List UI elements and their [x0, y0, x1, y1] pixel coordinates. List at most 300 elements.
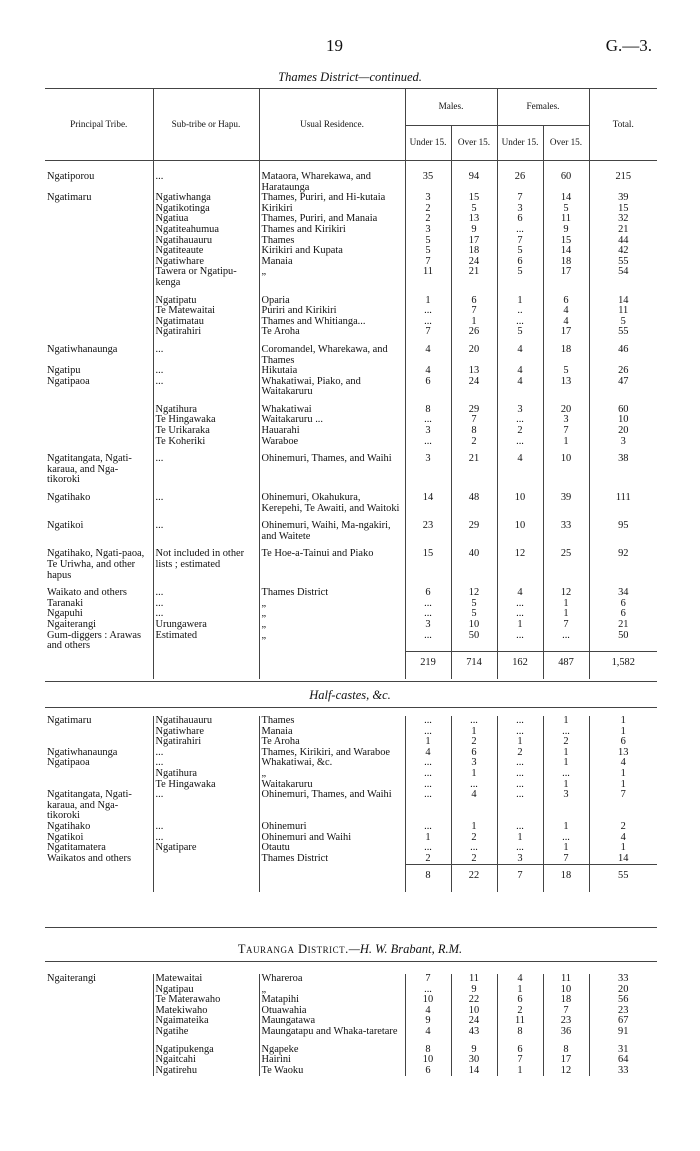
thames-males-over-15-cell: 7 — [451, 306, 497, 317]
thames-subtribe-cell: Ngatiteaute — [153, 246, 259, 257]
half-caste-females-under-15-cell: ... — [497, 822, 543, 833]
half-caste-females-under-15-cell: ... — [497, 716, 543, 727]
half-caste-row — [45, 790, 657, 822]
half-caste-females-over-15-cell: 7 — [543, 854, 589, 865]
thames-females-under-15-cell: 4 — [497, 447, 543, 486]
half-total-males-over: 22 — [451, 865, 497, 892]
half-caste-residence-cell: Te Aroha — [259, 737, 405, 748]
thames-total-cell: 21 — [589, 620, 657, 631]
thames-row — [45, 581, 657, 599]
thames-residence-cell: Te Aroha — [259, 327, 405, 338]
thames-total-cell: 55 — [589, 257, 657, 268]
thames-males-over-15-cell: 9 — [451, 225, 497, 236]
thames-females-under-15-cell: ... — [497, 317, 543, 328]
thames-tribe-cell: Ngatihako, Ngati-paoa, Te Uriwha, and other hapus — [47, 548, 145, 581]
thames-males-over-15-cell: 24 — [451, 377, 497, 398]
thames-males-under-15-cell: 23 — [405, 514, 451, 542]
thames-residence-cell: Hauarahi — [259, 426, 405, 437]
tauranga-females-over-15-cell: 17 — [543, 1055, 589, 1066]
thames-row — [45, 514, 657, 542]
thames-total-cell: 3 — [589, 437, 657, 448]
thames-subtribe-cell: ... — [153, 338, 259, 366]
half-caste-females-over-15-cell: 1 — [543, 748, 589, 759]
thames-total-cell: 55 — [589, 327, 657, 338]
thames-residence-cell: Thames, Puriri, and Manaia — [259, 214, 405, 225]
thames-females-under-15-cell: 2 — [497, 426, 543, 437]
tauranga-residence-cell: „ — [259, 985, 405, 996]
thames-tribe-cell — [45, 214, 153, 225]
thames-subtribe-cell: Te Hingawaka — [153, 415, 259, 426]
thames-males-over-15-cell: 12 — [451, 581, 497, 599]
thames-total-cell: 50 — [589, 631, 657, 652]
thames-females-under-15-cell: 1 — [497, 289, 543, 307]
tauranga-males-under-15-cell: 10 — [405, 1055, 451, 1066]
tauranga-males-over-15-cell: 14 — [451, 1066, 497, 1077]
tauranga-total-cell: 56 — [589, 995, 657, 1006]
half-caste-tribe-cell: Ngatiwhanaunga — [47, 746, 118, 758]
half-caste-females-over-15-cell: 1 — [543, 780, 589, 791]
thames-males-over-15-cell: 5 — [451, 599, 497, 610]
thames-residence-cell: Whakatiwai, Piako, and Waitakaruru — [259, 377, 405, 398]
half-caste-subtribe-cell — [153, 854, 259, 865]
thames-males-under-15-cell: 6 — [405, 377, 451, 398]
thames-females-under-15-cell: 6 — [497, 257, 543, 268]
thames-tribe-cell — [45, 327, 153, 338]
thames-males-under-15-cell: 1 — [405, 289, 451, 307]
half-caste-females-under-15-cell: ... — [497, 843, 543, 854]
thames-females-under-15-cell: 5 — [497, 327, 543, 338]
thames-tribe-cell: Ngatipu — [47, 365, 81, 377]
thames-row — [45, 398, 657, 416]
tauranga-subtribe-cell: Matewaitai — [153, 974, 259, 985]
thames-females-under-15-cell: 1 — [497, 620, 543, 631]
tauranga-tribe-cell — [45, 985, 153, 996]
tauranga-total-cell: 23 — [589, 1006, 657, 1017]
thames-females-under-15-cell: 7 — [497, 193, 543, 204]
half-caste-males-over-15-cell: 2 — [451, 833, 497, 844]
thames-subtribe-cell: Tawera or Ngatipu-kenga — [153, 267, 259, 288]
half-total-females-over: 18 — [543, 865, 589, 892]
tauranga-females-over-15-cell: 7 — [543, 1006, 589, 1017]
thames-tribe-cell — [45, 267, 153, 288]
thames-total-males-under: 219 — [405, 652, 451, 679]
half-caste-subtribe-cell: Ngatiwhare — [153, 727, 259, 738]
thames-males-under-15-cell: ... — [405, 609, 451, 620]
thames-residence-cell: Kirikiri — [259, 204, 405, 215]
tauranga-total-cell: 91 — [589, 1027, 657, 1038]
tauranga-residence-cell: Whareroa — [259, 974, 405, 985]
thames-residence-cell: Thames — [259, 236, 405, 247]
thames-males-over-15-cell: 17 — [451, 236, 497, 247]
tauranga-males-under-15-cell: 4 — [405, 1027, 451, 1038]
thames-females-over-15-cell: 25 — [543, 542, 589, 581]
thames-males-under-15-cell: ... — [405, 631, 451, 652]
thames-subtribe-cell: Ngatipatu — [153, 289, 259, 307]
thames-females-over-15-cell: 11 — [543, 214, 589, 225]
thames-females-under-15-cell: 10 — [497, 514, 543, 542]
thames-tribe-cell — [45, 289, 153, 307]
thames-residence-cell: Thames, Puriri, and Hi-kutaia — [259, 193, 405, 204]
thames-row — [45, 225, 657, 236]
thames-males-over-15-cell: 5 — [451, 609, 497, 620]
header-total: Total. — [589, 89, 657, 160]
thames-residence-cell: Ohinemuri, Thames, and Waihi — [259, 447, 405, 486]
thames-subtribe-cell: Te Matewaitai — [153, 306, 259, 317]
half-caste-total-cell: 7 — [589, 790, 657, 822]
tauranga-subtribe-cell: Ngatirehu — [153, 1066, 259, 1077]
thames-females-over-15-cell: 14 — [543, 246, 589, 257]
thames-total-cell: 26 — [589, 366, 657, 377]
thames-females-under-15-cell: ... — [497, 225, 543, 236]
thames-subtribe-cell: ... — [153, 609, 259, 620]
thames-total-males-over: 714 — [451, 652, 497, 679]
thames-tribe-cell — [45, 236, 153, 247]
thames-subtribe-cell: ... — [153, 172, 259, 193]
half-total-females-under: 7 — [497, 865, 543, 892]
thames-males-over-15-cell: 26 — [451, 327, 497, 338]
half-caste-males-over-15-cell: ... — [451, 780, 497, 791]
half-caste-tribe-cell — [45, 769, 153, 780]
thames-subtribe-cell: Ngatimatau — [153, 317, 259, 328]
tauranga-subtribe-cell: Ngatipukenga — [153, 1038, 259, 1056]
half-caste-subtribe-cell: Ngatihura — [153, 769, 259, 780]
thames-residence-cell: „ — [259, 609, 405, 620]
thames-row — [45, 447, 657, 486]
half-caste-tribe-cell — [45, 727, 153, 738]
tauranga-males-under-15-cell: 4 — [405, 1006, 451, 1017]
half-caste-subtribe-cell: Te Hingawaka — [153, 780, 259, 791]
thames-subtribe-cell: Ngatiua — [153, 214, 259, 225]
tauranga-table — [45, 974, 657, 1076]
half-caste-residence-cell: Otautu — [259, 843, 405, 854]
thames-males-under-15-cell: 35 — [405, 172, 451, 193]
thames-females-over-15-cell: 14 — [543, 193, 589, 204]
thames-residence-cell: Waitakaruru ... — [259, 415, 405, 426]
thames-total-cell: 95 — [589, 514, 657, 542]
thames-total-cell: 11 — [589, 306, 657, 317]
thames-subtribe-cell: Ngatihauauru — [153, 236, 259, 247]
tauranga-females-under-15-cell: 2 — [497, 1006, 543, 1017]
thames-residence-cell: „ — [259, 267, 405, 288]
half-caste-residence-cell: Manaia — [259, 727, 405, 738]
thames-total-cell: 10 — [589, 415, 657, 426]
thames-females-over-15-cell: 1 — [543, 437, 589, 448]
half-castes-total-row — [45, 865, 657, 892]
thames-females-over-15-cell: 17 — [543, 327, 589, 338]
tauranga-residence-cell: Matapihi — [259, 995, 405, 1006]
thames-total-cell: 92 — [589, 542, 657, 581]
half-caste-females-under-15-cell: 3 — [497, 854, 543, 865]
page-number: 19 — [326, 36, 343, 55]
thames-males-over-15-cell: 40 — [451, 542, 497, 581]
half-caste-females-under-15-cell: 2 — [497, 748, 543, 759]
thames-total-cell: 54 — [589, 267, 657, 288]
thames-residence-cell: Thames District — [259, 581, 405, 599]
half-caste-tribe-cell: Ngatikoi — [47, 831, 84, 843]
thames-females-over-15-cell: 3 — [543, 415, 589, 426]
thames-males-under-15-cell: 5 — [405, 236, 451, 247]
thames-females-over-15-cell: 17 — [543, 267, 589, 288]
half-caste-females-over-15-cell: 2 — [543, 737, 589, 748]
thames-residence-cell: Puriri and Kirikiri — [259, 306, 405, 317]
thames-total-cell: 15 — [589, 204, 657, 215]
half-caste-males-under-15-cell: ... — [405, 790, 451, 822]
half-caste-males-over-15-cell: 2 — [451, 854, 497, 865]
thames-males-under-15-cell: ... — [405, 415, 451, 426]
thames-males-over-15-cell: 13 — [451, 366, 497, 377]
half-caste-females-over-15-cell: 3 — [543, 790, 589, 822]
tauranga-males-under-15-cell: 10 — [405, 995, 451, 1006]
thames-subtribe-cell: Te Urikaraka — [153, 426, 259, 437]
thames-females-under-15-cell: 4 — [497, 581, 543, 599]
half-caste-subtribe-cell: Ngatirahiri — [153, 737, 259, 748]
thames-females-under-15-cell: 7 — [497, 236, 543, 247]
tauranga-females-under-15-cell: 6 — [497, 995, 543, 1006]
half-caste-females-over-15-cell: 1 — [543, 843, 589, 854]
thames-row — [45, 338, 657, 366]
tauranga-tribe-cell: Ngaiterangi — [47, 973, 97, 984]
thames-total-cell: 39 — [589, 193, 657, 204]
thames-males-under-15-cell: 8 — [405, 398, 451, 416]
thames-subtribe-cell: ... — [153, 514, 259, 542]
thames-females-over-15-cell: 5 — [543, 366, 589, 377]
thames-residence-cell: Te Hoe-a-Tainui and Piako — [259, 542, 405, 581]
half-castes-table — [45, 716, 657, 892]
thames-tribe-cell: Taranaki — [47, 597, 84, 609]
thames-males-under-15-cell: ... — [405, 306, 451, 317]
thames-tribe-cell: Gum-diggers : Arawas and others — [47, 629, 142, 652]
half-caste-males-under-15-cell: ... — [405, 843, 451, 854]
half-caste-tribe-cell: Ngatihako — [47, 820, 91, 832]
half-caste-females-over-15-cell: 1 — [543, 822, 589, 833]
thames-total-cell: 60 — [589, 398, 657, 416]
tauranga-males-under-15-cell: 7 — [405, 974, 451, 985]
thames-total-cell: 111 — [589, 486, 657, 514]
thames-males-under-15-cell: 7 — [405, 327, 451, 338]
thames-males-under-15-cell: 2 — [405, 214, 451, 225]
tauranga-males-over-15-cell: 11 — [451, 974, 497, 985]
tauranga-females-over-15-cell: 36 — [543, 1027, 589, 1038]
thames-females-over-15-cell: 5 — [543, 204, 589, 215]
thames-tribe-cell: Ngatiwhanaunga — [47, 343, 118, 355]
tauranga-males-under-15-cell: 8 — [405, 1038, 451, 1056]
thames-females-over-15-cell: 33 — [543, 514, 589, 542]
half-caste-males-under-15-cell: ... — [405, 769, 451, 780]
thames-residence-cell: Ohinemuri, Waihi, Ma-ngakiri, and Waitete — [259, 514, 405, 542]
thames-females-under-15-cell: 4 — [497, 366, 543, 377]
half-caste-subtribe-cell: ... — [153, 790, 259, 822]
thames-total-cell: 21 — [589, 225, 657, 236]
thames-females-over-15-cell: 9 — [543, 225, 589, 236]
thames-males-under-15-cell: 2 — [405, 204, 451, 215]
half-caste-subtribe-cell: ... — [153, 748, 259, 759]
half-caste-subtribe-cell: Ngatipare — [153, 843, 259, 854]
header-females-under-15: Under 15. — [497, 125, 543, 160]
half-castes-heading-text: Half-castes, &c. — [309, 688, 391, 702]
half-caste-row — [45, 854, 657, 865]
tauranga-males-under-15-cell: ... — [405, 985, 451, 996]
half-caste-females-under-15-cell: ... — [497, 769, 543, 780]
half-caste-residence-cell: „ — [259, 769, 405, 780]
thames-males-under-15-cell: 3 — [405, 193, 451, 204]
thames-table — [45, 89, 657, 679]
thames-females-under-15-cell: .. — [497, 306, 543, 317]
tauranga-males-over-15-cell: 9 — [451, 1038, 497, 1056]
thames-residence-cell: „ — [259, 631, 405, 652]
tauranga-males-under-15-cell: 9 — [405, 1016, 451, 1027]
half-caste-females-under-15-cell: ... — [497, 790, 543, 822]
thames-females-under-15-cell: 4 — [497, 338, 543, 366]
tauranga-tribe-cell — [45, 1066, 153, 1077]
thames-tribe-cell — [45, 317, 153, 328]
half-caste-residence-cell: Ohinemuri — [259, 822, 405, 833]
thames-residence-cell: Mataora, Wharekawa, and Harataunga — [259, 172, 405, 193]
half-caste-males-under-15-cell: 1 — [405, 737, 451, 748]
thames-males-under-15-cell: 4 — [405, 338, 451, 366]
thames-tribe-cell: Waikato and others — [47, 587, 127, 599]
tauranga-females-under-15-cell: 4 — [497, 974, 543, 985]
half-castes-top-rule — [45, 707, 657, 708]
tauranga-row — [45, 1038, 657, 1056]
half-caste-males-under-15-cell: 4 — [405, 748, 451, 759]
tauranga-females-over-15-cell: 11 — [543, 974, 589, 985]
thames-females-under-15-cell: 4 — [497, 377, 543, 398]
thames-tribe-cell — [45, 398, 153, 416]
thames-subtribe-cell: ... — [153, 366, 259, 377]
thames-males-over-15-cell: 50 — [451, 631, 497, 652]
thames-row — [45, 289, 657, 307]
thames-total-cell: 42 — [589, 246, 657, 257]
thames-row — [45, 172, 657, 193]
header-females: Females. — [497, 89, 589, 125]
thames-total-cell: 47 — [589, 377, 657, 398]
half-caste-row — [45, 716, 657, 727]
thames-total-row — [45, 652, 657, 679]
tauranga-total-cell: 33 — [589, 974, 657, 985]
tauranga-district-heading — [0, 942, 700, 957]
tauranga-residence-cell: Hairini — [259, 1055, 405, 1066]
tauranga-row — [45, 1027, 657, 1038]
thames-tribe-cell — [45, 225, 153, 236]
thames-females-under-15-cell: 6 — [497, 214, 543, 225]
half-caste-males-over-15-cell: 1 — [451, 727, 497, 738]
tauranga-males-over-15-cell: 22 — [451, 995, 497, 1006]
tauranga-residence-cell: Otuawahia — [259, 1006, 405, 1017]
thames-males-under-15-cell: 15 — [405, 542, 451, 581]
tauranga-females-over-15-cell: 23 — [543, 1016, 589, 1027]
tauranga-females-over-15-cell: 18 — [543, 995, 589, 1006]
tauranga-residence-cell: Ngapeke — [259, 1038, 405, 1056]
half-castes-bottom-rule — [45, 927, 657, 928]
tauranga-subtribe-cell: Te Materawaho — [153, 995, 259, 1006]
tauranga-males-under-15-cell: 6 — [405, 1066, 451, 1077]
tauranga-females-under-15-cell: 11 — [497, 1016, 543, 1027]
thames-tribe-cell — [45, 257, 153, 268]
half-caste-males-over-15-cell: 1 — [451, 769, 497, 780]
thames-tribe-cell: Ngatitangata, Ngati-karaua, and Nga-tikoroki — [47, 453, 132, 486]
thames-females-over-15-cell: 7 — [543, 620, 589, 631]
thames-total-females-over: 487 — [543, 652, 589, 679]
half-caste-subtribe-cell: ... — [153, 758, 259, 769]
thames-females-under-15-cell: ... — [497, 599, 543, 610]
half-caste-males-over-15-cell: 2 — [451, 737, 497, 748]
thames-row — [45, 267, 657, 288]
thames-total-cell: 215 — [589, 172, 657, 193]
tauranga-males-over-15-cell: 30 — [451, 1055, 497, 1066]
tauranga-females-under-15-cell: 6 — [497, 1038, 543, 1056]
header-principal-tribe: Principal Tribe. — [70, 118, 128, 129]
half-caste-total-cell: 13 — [589, 748, 657, 759]
thames-tribe-cell: Ngaiterangi — [47, 618, 97, 630]
thames-tribe-cell: Ngatipaoa — [47, 375, 90, 387]
thames-subtribe-cell: ... — [153, 377, 259, 398]
tauranga-total-cell: 64 — [589, 1055, 657, 1066]
tauranga-total-cell: 33 — [589, 1066, 657, 1077]
thames-males-under-15-cell: 7 — [405, 257, 451, 268]
thames-total-cell: 38 — [589, 447, 657, 486]
thames-subtribe-cell: Ngatirahiri — [153, 327, 259, 338]
half-caste-total-cell: 4 — [589, 758, 657, 769]
tauranga-subtribe-cell: Ngatihe — [153, 1027, 259, 1038]
half-caste-females-under-15-cell: ... — [497, 758, 543, 769]
thames-males-over-15-cell: 1 — [451, 317, 497, 328]
tauranga-total-cell: 20 — [589, 985, 657, 996]
thames-residence-cell: Coromandel, Wharekawa, and Thames — [259, 338, 405, 366]
tauranga-tribe-cell — [45, 995, 153, 1006]
header-usual-residence: Usual Residence. — [259, 89, 405, 160]
thames-tribe-cell — [45, 437, 153, 448]
thames-residence-cell: Manaia — [259, 257, 405, 268]
half-caste-males-under-15-cell: 2 — [405, 854, 451, 865]
thames-males-over-15-cell: 29 — [451, 514, 497, 542]
thames-males-over-15-cell: 18 — [451, 246, 497, 257]
thames-females-over-15-cell: 18 — [543, 257, 589, 268]
tauranga-subtribe-cell: Ngaitcahi — [153, 1055, 259, 1066]
thames-total-cell: 34 — [589, 581, 657, 599]
thames-tribe-cell — [45, 415, 153, 426]
half-caste-residence-cell: Thames — [259, 716, 405, 727]
half-caste-males-over-15-cell: 3 — [451, 758, 497, 769]
thames-males-over-15-cell: 29 — [451, 398, 497, 416]
thames-males-under-15-cell: 14 — [405, 486, 451, 514]
thames-males-over-15-cell: 15 — [451, 193, 497, 204]
half-caste-females-over-15-cell: ... — [543, 769, 589, 780]
tauranga-residence-cell: Te Waoku — [259, 1066, 405, 1077]
half-caste-males-under-15-cell: 1 — [405, 833, 451, 844]
tauranga-females-over-15-cell: 8 — [543, 1038, 589, 1056]
thames-subtribe-cell: Ngatiteahumua — [153, 225, 259, 236]
thames-females-over-15-cell: ... — [543, 631, 589, 652]
half-caste-row — [45, 769, 657, 780]
half-caste-females-under-15-cell: ... — [497, 780, 543, 791]
thames-males-under-15-cell: ... — [405, 317, 451, 328]
thames-residence-cell: Whakatiwai — [259, 398, 405, 416]
tauranga-table-body — [45, 974, 657, 1076]
tauranga-tribe-cell — [45, 1016, 153, 1027]
thames-subtribe-cell: Ngatiwhare — [153, 257, 259, 268]
tauranga-males-over-15-cell: 43 — [451, 1027, 497, 1038]
half-caste-residence-cell: Ohinemuri, Thames, and Waihi — [259, 790, 405, 822]
header-males: Males. — [405, 89, 497, 125]
thames-males-over-15-cell: 21 — [451, 447, 497, 486]
thames-total-cell: 5 — [589, 317, 657, 328]
half-caste-total-cell: 1 — [589, 727, 657, 738]
thames-males-over-15-cell: 8 — [451, 426, 497, 437]
half-caste-residence-cell: Waitakaruru — [259, 780, 405, 791]
half-total-all: 55 — [589, 865, 657, 892]
thames-females-under-15-cell: 3 — [497, 398, 543, 416]
tauranga-tribe-cell — [45, 1055, 153, 1066]
